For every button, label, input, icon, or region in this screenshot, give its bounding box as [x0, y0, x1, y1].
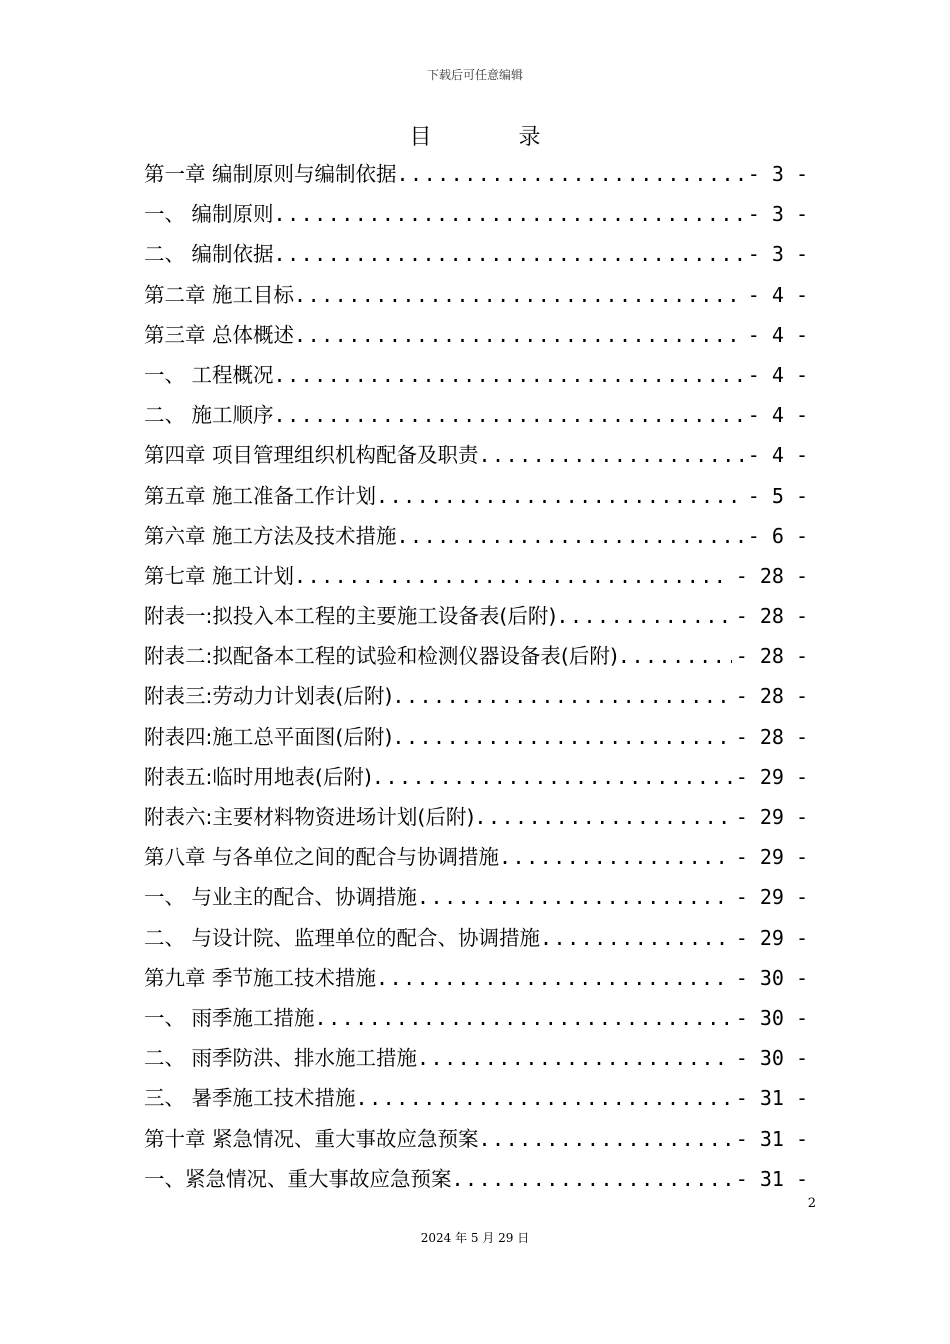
toc-entry[interactable]	[144, 1159, 808, 1199]
toc-entry-page: - 31 -	[735, 1086, 808, 1111]
toc-entry-label: 第四章 项目管理组织机构配备及职责	[144, 443, 479, 468]
toc-entry-page: - 29 -	[735, 764, 808, 789]
toc-entry-page: - 4 -	[747, 362, 808, 387]
toc-entry[interactable]	[144, 998, 808, 1038]
table-of-contents	[144, 154, 808, 1199]
toc-leader-dots	[356, 1078, 732, 1118]
toc-leader-dots	[315, 998, 732, 1038]
toc-leader-dots	[294, 275, 744, 315]
toc-entry-page: - 3 -	[747, 242, 808, 267]
toc-entry[interactable]	[144, 315, 808, 355]
toc-entry-label: 附表三:劳动力计划表(后附)	[144, 684, 393, 709]
toc-entry[interactable]	[144, 355, 808, 395]
toc-entry-page: - 3 -	[747, 162, 808, 186]
toc-leader-dots	[417, 877, 732, 917]
toc-leader-dots	[274, 194, 744, 234]
toc-entry[interactable]	[144, 435, 808, 475]
toc-entry[interactable]	[144, 556, 808, 596]
toc-entry[interactable]	[144, 918, 808, 958]
toc-entry[interactable]	[144, 1038, 808, 1078]
toc-entry[interactable]	[144, 797, 808, 837]
toc-leader-dots	[376, 476, 744, 516]
toc-entry[interactable]	[144, 275, 808, 315]
toc-entry[interactable]	[144, 154, 808, 194]
toc-entry-page: - 30 -	[735, 1005, 808, 1030]
toc-entry-label: 第一章 编制原则与编制依据	[144, 162, 397, 186]
toc-entry[interactable]	[144, 877, 808, 917]
toc-entry-page: - 28 -	[735, 563, 808, 588]
toc-entry-page: - 31 -	[735, 1166, 808, 1191]
toc-entry-label: 一、 工程概况	[144, 362, 274, 387]
header-note: 下载后可任意编辑	[426, 68, 523, 82]
toc-entry-label: 附表四:施工总平面图(后附)	[144, 724, 393, 749]
toc-entry-label: 三、 暑季施工技术措施	[144, 1086, 356, 1111]
toc-entry-label: 第七章 施工计划	[144, 563, 295, 588]
toc-entry-page: - 28 -	[735, 604, 808, 629]
toc-entry-label: 第五章 施工准备工作计划	[144, 483, 377, 508]
toc-leader-dots	[294, 556, 732, 596]
toc-leader-dots	[618, 636, 732, 676]
toc-entry-label: 一、 雨季施工措施	[144, 1005, 315, 1030]
toc-entry[interactable]	[144, 476, 808, 516]
toc-entry-label: 二、 雨季防洪、排水施工措施	[144, 1046, 418, 1071]
toc-entry-page: - 4 -	[747, 282, 808, 307]
toc-leader-dots	[397, 516, 744, 556]
toc-leader-dots	[274, 355, 744, 395]
toc-entry[interactable]	[144, 1078, 808, 1118]
toc-entry-page: - 28 -	[735, 644, 808, 669]
toc-entry-label: 二、 与设计院、监理单位的配合、协调措施	[144, 925, 541, 950]
toc-leader-dots	[540, 918, 732, 958]
toc-entry[interactable]	[144, 676, 808, 716]
toc-entry[interactable]	[144, 596, 808, 636]
toc-entry-page: - 30 -	[735, 965, 808, 990]
toc-leader-dots	[479, 435, 744, 475]
footer-date: 2024 年 5 月 29 日	[420, 1231, 530, 1245]
toc-leader-dots	[474, 797, 731, 837]
toc-leader-dots	[376, 958, 732, 998]
toc-entry-label: 第三章 总体概述	[144, 322, 295, 347]
toc-entry-page: - 4 -	[747, 322, 808, 347]
toc-leader-dots	[294, 315, 744, 355]
toc-entry-label: 二、 编制依据	[144, 242, 274, 267]
toc-leader-dots	[392, 717, 731, 757]
toc-entry[interactable]	[144, 194, 808, 234]
toc-entry[interactable]	[144, 717, 808, 757]
toc-entry-page: - 29 -	[735, 845, 808, 870]
page-number: 2	[807, 1196, 816, 1211]
toc-entry-label: 一、紧急情况、重大事故应急预案	[144, 1166, 452, 1191]
toc-leader-dots	[392, 676, 731, 716]
toc-entry[interactable]	[144, 958, 808, 998]
toc-entry-label: 二、 施工顺序	[144, 403, 274, 428]
toc-entry-page: - 6 -	[747, 523, 808, 548]
toc-leader-dots	[274, 395, 744, 435]
toc-entry-page: - 28 -	[735, 684, 808, 709]
toc-entry-page: - 4 -	[747, 403, 808, 428]
toc-entry[interactable]	[144, 395, 808, 435]
toc-entry-label: 第二章 施工目标	[144, 282, 295, 307]
toc-entry-page: - 29 -	[735, 885, 808, 910]
toc-leader-dots	[556, 596, 731, 636]
toc-entry-label: 第八章 与各单位之间的配合与协调措施	[144, 845, 500, 870]
toc-entry-label: 附表五:临时用地表(后附)	[144, 764, 372, 789]
toc-entry[interactable]	[144, 636, 808, 676]
toc-entry[interactable]	[144, 837, 808, 877]
toc-entry-label: 第九章 季节施工技术措施	[144, 965, 377, 990]
toc-leader-dots	[499, 837, 732, 877]
toc-entry-page: - 29 -	[735, 925, 808, 950]
toc-entry-page: - 31 -	[735, 1126, 808, 1151]
toc-entry-label: 附表六:主要材料物资进场计划(后附)	[144, 805, 475, 829]
toc-leader-dots	[372, 757, 732, 797]
toc-entry-page: - 4 -	[747, 443, 808, 468]
toc-entry-label: 一、 编制原则	[144, 202, 274, 227]
toc-entry-label: 附表二:拟配备本工程的试验和检测仪器设备表(后附)	[144, 644, 618, 669]
toc-leader-dots	[274, 234, 744, 274]
toc-leader-dots	[417, 1038, 732, 1078]
toc-entry-page: - 29 -	[735, 805, 808, 829]
toc-entry-label: 附表一:拟投入本工程的主要施工设备表(后附)	[144, 604, 557, 629]
toc-entry-page: - 30 -	[735, 1046, 808, 1071]
toc-leader-dots	[479, 1119, 732, 1159]
toc-title: 目 录	[409, 125, 581, 150]
toc-entry-page: - 3 -	[747, 202, 808, 227]
toc-entry[interactable]	[144, 234, 808, 274]
toc-entry-label: 一、 与业主的配合、协调措施	[144, 885, 418, 910]
toc-entry-label: 第六章 施工方法及技术措施	[144, 523, 397, 548]
toc-entry-label: 第十章 紧急情况、重大事故应急预案	[144, 1126, 479, 1151]
toc-entry[interactable]	[144, 1119, 808, 1159]
toc-leader-dots	[397, 154, 744, 194]
toc-entry-page: - 28 -	[735, 724, 808, 749]
toc-leader-dots	[452, 1159, 732, 1199]
toc-entry-page: - 5 -	[747, 483, 808, 508]
toc-entry[interactable]	[144, 516, 808, 556]
toc-entry[interactable]	[144, 757, 808, 797]
